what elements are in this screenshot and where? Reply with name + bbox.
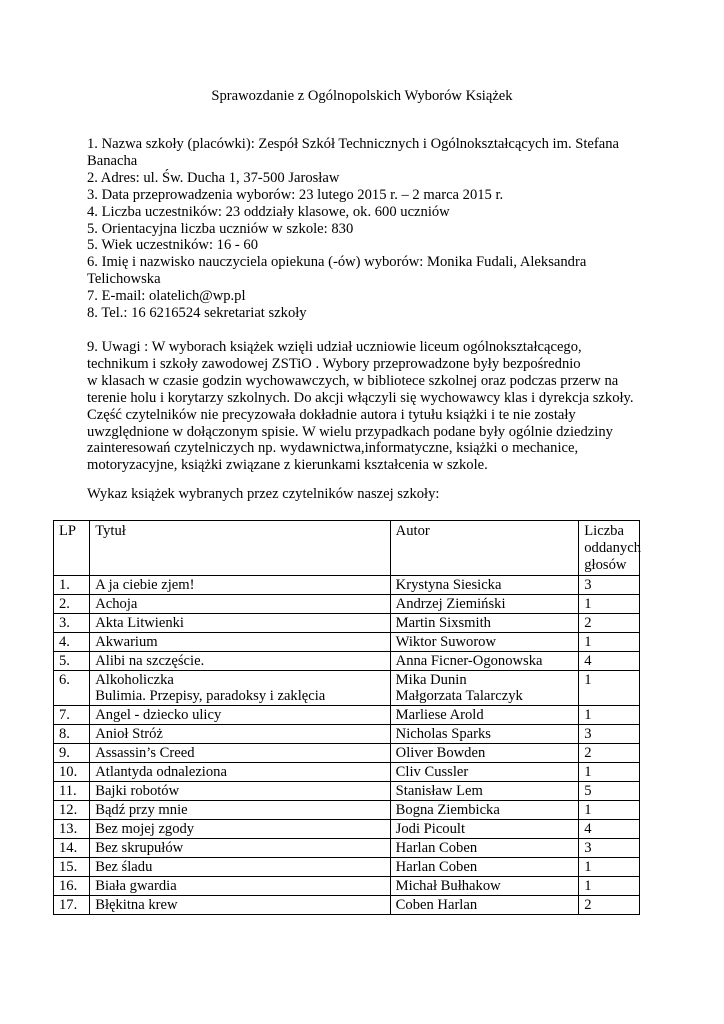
cell-title [90,782,390,801]
info-line: 3. Data przeprowadzenia wyborów: 23 lutego 2015 r. – 2 marca 2015 r. [87,186,504,203]
cell-author [390,744,579,763]
book-author: Nicholas Sparks [395,726,491,742]
cell-lp: 15. [54,858,90,877]
header-lp: LP [54,521,90,576]
table-row [54,744,640,763]
header-votes [579,521,640,576]
cell-author [390,820,579,839]
table-row [54,858,640,877]
book-author: Michał Bułhakow [395,878,501,894]
cell-votes: 1 [579,763,640,782]
cell-title [90,801,390,820]
table-row [54,614,640,633]
info-line: Telichowska [87,271,161,288]
cell-title [90,725,390,744]
cell-lp: 6. [54,671,90,706]
header-author: Autor [390,521,579,576]
cell-lp: 5. [54,652,90,671]
book-title: Akta Litwienki [95,615,184,631]
cell-title [90,744,390,763]
cell-votes: 3 [579,839,640,858]
book-title: Angel - dziecko ulicy [95,707,222,723]
cell-title [90,633,390,652]
cell-title [90,614,390,633]
cell-title [90,652,390,671]
cell-votes: 1 [579,671,640,706]
cell-votes: 1 [579,858,640,877]
table-row [54,652,640,671]
cell-title [90,820,390,839]
cell-author [390,877,579,896]
book-title: Bulimia. Przepisy, paradoksy i zaklęcia [95,688,326,704]
notes-line: motoryzacyjne, książki związane z kierunkami kształcenia w szkole. [87,457,488,474]
cell-author [390,896,579,915]
cell-lp: 4. [54,633,90,652]
cell-title [90,706,390,725]
book-title: Bajki robotów [95,783,180,799]
table-row [54,576,640,595]
cell-author [390,782,579,801]
info-line: 5. Wiek uczestników: 16 - 60 [87,237,258,254]
cell-author [390,706,579,725]
table-header-row [54,521,640,576]
cell-votes: 1 [579,595,640,614]
book-title: Bądź przy mnie [95,802,188,818]
table-row [54,896,640,915]
cell-title [90,877,390,896]
cell-author [390,633,579,652]
book-author: Stanisław Lem [395,783,483,799]
cell-votes: 3 [579,576,640,595]
cell-author [390,576,579,595]
cell-lp: 13. [54,820,90,839]
info-line: 6. Imię i nazwisko nauczyciela opiekuna (-ów) wyborów: Monika Fudali, Aleksandra [87,254,587,271]
cell-lp: 2. [54,595,90,614]
cell-votes: 4 [579,820,640,839]
cell-author [390,652,579,671]
info-line: Banacha [87,152,138,169]
notes-line: terenie holu i korytarzy szkolnych. Do akcji włączyli się wychowawcy klas i dyrekcja szkoły. [87,389,634,406]
cell-title [90,763,390,782]
cell-author [390,671,579,706]
book-title: A ja ciebie zjem! [95,577,195,593]
document-title: Sprawozdanie z Ogólnopolskich Wyborów Książek [211,88,513,104]
cell-lp: 9. [54,744,90,763]
book-author: Marliese Arold [395,707,484,723]
book-author: Małgorzata Talarczyk [395,688,523,704]
table-row [54,633,640,652]
info-line: 7. E-mail: olatelich@wp.pl [87,288,246,305]
cell-lp: 8. [54,725,90,744]
table-row [54,763,640,782]
info-line: 5. Orientacyjna liczba uczniów w szkole: 830 [87,220,354,237]
cell-author [390,801,579,820]
book-title: Alkoholiczka [95,672,174,688]
cell-lp: 3. [54,614,90,633]
book-title: Assassin’s Creed [95,745,195,761]
school-info [87,136,657,322]
cell-author [390,763,579,782]
book-author: Cliv Cussler [395,764,469,780]
cell-votes: 1 [579,801,640,820]
cell-author [390,839,579,858]
book-title: Achoja [95,596,138,612]
book-title: Atlantyda odnaleziona [95,764,227,780]
cell-lp: 7. [54,706,90,725]
info-line: 8. Tel.: 16 6216524 sekretariat szkoły [87,305,307,322]
cell-lp: 11. [54,782,90,801]
info-line: 1. Nazwa szkoły (placówki): Zespół Szkół Technicznych i Ogólnokształcących im. Stefana [87,136,620,152]
header-title: Tytuł [90,521,390,576]
cell-lp: 1. [54,576,90,595]
list-intro: Wykaz książek wybranych przez czytelników naszej szkoły: [87,486,440,502]
book-title: Biała gwardia [95,878,177,894]
book-author: Harlan Coben [395,840,478,856]
cell-votes: 1 [579,706,640,725]
book-title: Akwarium [95,634,158,650]
cell-title [90,858,390,877]
notes-line: 9. Uwagi : W wyborach książek wzięli udział uczniowie liceum ogólnokształcącego, [87,339,582,355]
cell-title [90,839,390,858]
cell-votes: 2 [579,744,640,763]
notes-line: w klasach w czasie godzin wychowawczych, w bibliotece szkolnej oraz podczas przerw na [87,372,619,389]
table-row [54,671,640,706]
book-title: Anioł Stróż [95,726,163,742]
cell-votes: 1 [579,633,640,652]
book-author: Jodi Picoult [395,821,465,837]
notes-line: uwzględnione w dołączonym spisie. W wielu przypadkach podane były ogólnie dziedziny [87,423,613,440]
books-table [53,520,640,915]
book-author: Martin Sixsmith [395,615,491,631]
notes-line: zainteresowań czytelniczych np. wydawnictwa,informatyczne, książki o mechanice, [87,440,579,457]
header-votes-line: oddanych [584,540,641,556]
info-line: 2. Adres: ul. Św. Ducha 1, 37-500 Jarosław [87,169,340,186]
cell-votes: 4 [579,652,640,671]
cell-votes: 2 [579,896,640,915]
books-table-body [54,576,640,915]
cell-lp: 10. [54,763,90,782]
book-author: Mika Dunin [395,672,467,688]
book-author: Bogna Ziembicka [395,802,500,818]
table-row [54,782,640,801]
cell-author [390,614,579,633]
book-author: Wiktor Suworow [395,634,497,650]
notes-line: technikum i szkoły zawodowej ZSTiO . Wybory przeprowadzone były bezpośrednio [87,355,581,372]
cell-lp: 12. [54,801,90,820]
table-row [54,595,640,614]
cell-author [390,595,579,614]
table-row [54,839,640,858]
cell-votes: 5 [579,782,640,801]
cell-votes: 2 [579,614,640,633]
cell-lp: 17. [54,896,90,915]
cell-author [390,725,579,744]
book-title: Alibi na szczęście. [95,653,205,669]
info-line: 4. Liczba uczestników: 23 oddziały klasowe, ok. 600 uczniów [87,203,450,220]
cell-lp: 14. [54,839,90,858]
table-row [54,706,640,725]
table-row [54,801,640,820]
notes-line: Część czytelników nie precyzowała dokładnie autora i tytułu książki i te nie zostały [87,406,576,423]
table-row [54,877,640,896]
notes-paragraph [87,339,657,474]
cell-lp: 16. [54,877,90,896]
book-author: Harlan Coben [395,859,478,875]
cell-votes: 1 [579,877,640,896]
cell-author [390,858,579,877]
book-author: Anna Ficner-Ogonowska [395,653,543,669]
book-author: Andrzej Ziemiński [395,596,506,612]
cell-title [90,595,390,614]
book-author: Coben Harlan [395,897,478,913]
table-row [54,820,640,839]
book-title: Bez mojej zgody [95,821,195,837]
book-title: Błękitna krew [95,897,178,913]
cell-votes: 3 [579,725,640,744]
book-author: Krystyna Siesicka [395,577,502,593]
cell-title [90,576,390,595]
header-votes-line: Liczba [584,523,624,539]
header-votes-line: głosów [584,557,627,573]
book-title: Bez skrupułów [95,840,184,856]
cell-title [90,671,390,706]
book-title: Bez śladu [95,859,153,875]
cell-title [90,896,390,915]
book-author: Oliver Bowden [395,745,486,761]
table-row [54,725,640,744]
